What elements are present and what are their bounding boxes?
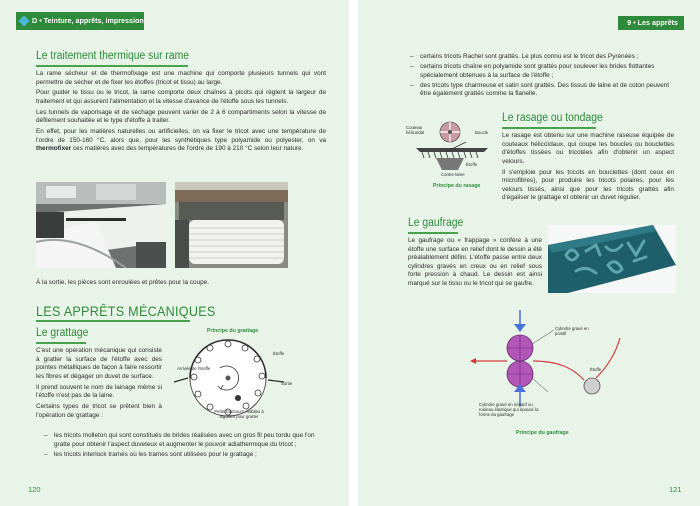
label-drums: Petits tambours mobiles à aiguilles pour gratter (214, 409, 264, 420)
paragraph: Pour guider le tissu ou le tricot, la rame comporte deux chaînes à picots qui règlent la largeur de traitement et qui assurent l'alimentation et la vitesse d'avance de l'étoffe sous les tunnels. (36, 89, 326, 105)
diagram-caption-rasage: Principe du rasage (433, 183, 481, 189)
label-top-cylinder: Cylindre gravé en positif (555, 326, 589, 337)
title-underline (408, 232, 458, 234)
chapter-header-tab (16, 12, 144, 30)
title-underline (36, 320, 190, 322)
label-fabric: Étoffe (273, 351, 285, 356)
bold-term: thermofixer (36, 145, 72, 153)
list-item: – les tricots interlock tramés où les trames sont utilisées pour le grattage ; (44, 451, 326, 460)
left-page (0, 0, 349, 506)
paragraph: La rame sécheur et de thermofixage est une machine qui comporte plusieurs tunnels qui vont permettre de sécher et de fixer les étoffes (tricot et tissu) au large. (36, 70, 326, 86)
rasage-text (502, 132, 674, 205)
thermal-text (36, 70, 326, 156)
paragraph: Les tunnels de vaporisage et de séchage peuvent varier de 2 à 6 compartiments selon la vitesse de défilement souhaitée et le type d'étoffe à traiter. (36, 108, 326, 125)
section-title-rasage: Le rasage ou tondage (502, 112, 603, 124)
page-gutter (349, 0, 358, 506)
chapter-header-label: D • Teinture, apprêts, impression (32, 16, 144, 25)
list-item: – certains tricots Rachel sont grattés. Le plus connu est le tricot des Pyrénées ; (410, 53, 674, 62)
diamond-icon (18, 15, 29, 26)
title-underline (36, 65, 188, 67)
section-title-grattage: Le grattage (36, 327, 89, 339)
section-title-gaufrage: Le gaufrage (408, 217, 464, 229)
paragraph: En effet, pour les matières naturelles ou artificielles, on va fixer le tricot avec une température de l'ordre de 150-160 °C, alors que, pour les synthétiques type polyamide ou polyester, on va thermofixer ces matières avec des températures de l'ordre de 190 à 210 °C selon leur nature. (36, 128, 326, 153)
paragraph: Le rasage est obtenu sur une machine raseuse équipée de couteaux hélicoïdaux, qui coupe les boucles ou bouclettes d'étoffes tissées ou tricotées afin d'obtenir un aspect velours. (502, 132, 674, 165)
chapter-title: LES APPRÊTS MÉCANIQUES (36, 303, 216, 319)
diagram-caption-grattage: Principe du grattage (207, 328, 259, 334)
gaufrage-text: Le gaufrage ou « frappage » confère à une étoffe une surface en relief dont le dessin a été préalablement défini. L'étoffe passe entre deux cylindres gravés en creux ou en relief sous forte pression à chaud. Le dessin est ainsi marqué sur le tissu ou le tricot qui se gaufre. (408, 237, 542, 287)
right-page (358, 0, 700, 506)
label-bottom-cylinder: Cylindre gravé en négatif ou rouleau élastique qui épouse la forme du gaufrage (479, 402, 539, 418)
label-exit: Sortie (281, 381, 293, 386)
photo-caption: À la sortie, les pièces sont enroulées et prêtes pour la coupe. (36, 279, 210, 286)
grattage-text (36, 347, 162, 422)
section-title-thermal: Le traitement thermique sur rame (36, 50, 190, 62)
chapter-header-tab: 9 • Les apprêts (618, 16, 684, 30)
embossed-fabric-photo (548, 225, 676, 293)
title-underline (502, 127, 596, 129)
rame-photo-1 (36, 182, 166, 268)
label-loop: Boucle (475, 130, 489, 135)
label-entry: Arrivée de l'étoffe (177, 366, 211, 371)
label-counterblade: Contre-lame (441, 172, 465, 177)
label-fabric: Étoffe (590, 367, 602, 372)
page-number: 121 (669, 485, 682, 494)
paragraph: Il s'emploie pour les tricots en bouclettes (dont ceux en microfibres), pour produire les tricots polaires, pour les velours tissés, ainsi que pour les tricots grattés afin d'égaliser le grattage et obtenir un duvet régulier. (502, 168, 674, 202)
list-item: – les tricots molleton qui sont constitués de brides réalisées avec un gros fil peu tordu que l'on gratte pour obtenir l'aspect duveteux et augmenter le pouvoir adiathermique du tricot ; (44, 432, 326, 449)
list-item: – certains tricots chaîne en polyamide sont grattés pour soulever les brides flottantes spécialement obtenues à la surface de l'étoffe ; (410, 63, 674, 80)
page-number: 120 (28, 485, 41, 494)
title-underline (36, 342, 86, 344)
top-bullets (410, 53, 674, 100)
label-knife: Couteau hélicoïdal (406, 125, 425, 136)
grattage-bullets (44, 432, 326, 461)
paragraph: Il prend souvent le nom de lainage même si l'étoffe n'est pas de la laine. (36, 383, 162, 400)
paragraph: Certains types de tricot se prêtent bien à l'opération de grattage : (36, 402, 162, 419)
paragraph: C'est une opération mécanique qui consiste à gratter la surface de l'étoffe avec des pointes métalliques de façon à faire ressortir les fibres et dégager un duvet de surface. (36, 347, 162, 380)
label-fabric: Étoffe (466, 162, 478, 167)
rame-photo-2 (175, 182, 288, 268)
diagram-caption-gaufrage: Principe du gaufrage (516, 430, 569, 436)
list-item: – des tricots type charmeuse et satin sont grattés. Des tissus de laine et de coton peuvent être également grattés comme la flanelle. (410, 82, 674, 99)
